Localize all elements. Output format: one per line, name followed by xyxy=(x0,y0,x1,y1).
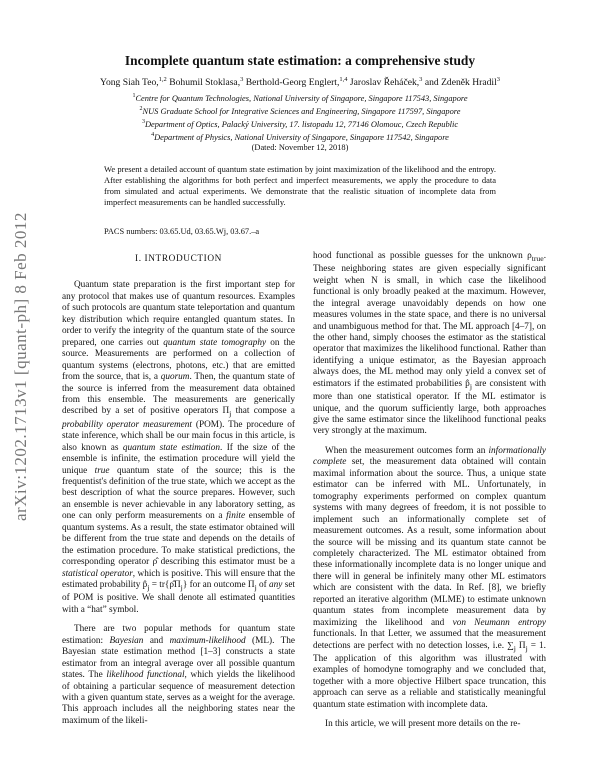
paragraph: There are two popular methods for quantum state estimation: Bayesian and maximum-likelihood (ML). The Bayesian state estimation method [1–3] constructs a state estimator from an integral average over all possible quantum states. The likelihood functional, which yields the likelihood of obtaining a particular sequence of measurement detection with a given quantum state, serves as a weight for the average. This approach includes all the neighboring states near the maximum of the likeli- xyxy=(62,624,296,726)
paragraph: In this article, we will present more details on the re- xyxy=(325,719,521,730)
author: Yong Siah Teo,$^{1,2}$ xyxy=(99,76,167,89)
date-line: (Dated: November 12, 2018) xyxy=(251,143,349,152)
paragraph: When the measurement outcomes form an informationally complete set, the measurement data obtained will contain maximal information about the source. Thus, a unique state estimator can be inferred with ML. Unfortunately, in tomography experiments performed on complex quantum systems with many degrees of freedom, it is not possible to implement such an informationally complete set of measurement outcomes. As a result, some information about the source will be missing and its quantum state cannot be completely characterized. The ML estimator obtained from these informationally incomplete data is no longer unique and there will in general be infinitely many other ML estimators which are consistent with the data. In Ref. [8], we briefly reported an iterative algorithm (MLME) to estimate unknown quantum states from incomplete measurement data by maximizing the likelihood and von Neumann entropy functionals. In that Letter, we assumed that the measurement detections are perfect with no detection losses, i.e. $\sum_j$ $\Pi_j = 1$. The application of this algorithm was illustrated with examples of homodyne tomography and we concluded that, together with a more objective Hilbert space truncation, this approach can serve as a reliable and statistically meaningful quantum state estimation with incomplete data. xyxy=(313,445,546,710)
arxiv-stamp: arXiv:1202.1713v1 [quant-ph] 8 Feb 2012 xyxy=(11,212,30,521)
left-column xyxy=(62,254,295,727)
abstract: We present a detailed account of quantum state estimation by joint maximization of the likelihood and the entropy. After establishing the algorithms for both perfect and imperfect measurements, we apply the procedure to data from simulated and actual experiments. We demonstrate that the realistic situation of incomplete data from imperfect measurements can be handled successfully. xyxy=(104,164,496,208)
affiliation: $^1$Centre for Quantum Technologies, National University of Singapore, Singapore 117543, Singapore xyxy=(132,93,468,103)
author: Jaroslav Řeháček,$^3$ xyxy=(349,76,423,89)
author: and Zdeněk Hradil$^3$ xyxy=(424,76,500,89)
pacs-numbers: PACS numbers: 03.65.Ud, 03.65.Wj, 03.67.–a xyxy=(104,227,260,236)
affiliation-list xyxy=(60,91,540,143)
affiliation: $^4$Department of Physics, National University of Singapore, Singapore 117542, Singapore xyxy=(151,132,449,143)
affiliation: $^2$NUS Graduate School for Integrative Sciences and Engineering, Singapore 117597, Singapore xyxy=(139,106,461,116)
paper-title: Incomplete quantum state estimation: a comprehensive study xyxy=(124,53,476,68)
author-list xyxy=(40,76,560,88)
affiliation: $^3$Department of Optics, Palacký University, 17. listopadu 12, 77146 Olomouc, Czech Republic xyxy=(141,119,459,129)
right-column xyxy=(313,251,546,731)
paragraph: hood functional as possible guesses for the unknown $\rho_{true}$. These neighboring states are given especially significant weight when N is small, in which case the likelihood functional is only broadly peaked at the maximum. However, the integral average unavoidably depends on how one measures volumes in the state space, and there is no universal and unambiguous method for that. The ML approach [4–7], on the other hand, simply chooses the estimator as the statistical operator that maximizes the likelihood functional. Rather than identifying a unique estimator, as the Bayesian approach always does, the ML method may only yield a convex set of estimators if the estimated probabilities $p̂_j$ are consistent with more than one statistical operator. If the ML estimator is unique, and the quorum sufficiently large, both approaches give the same estimator since the likelihood functional peaks very strongly at the maximum. xyxy=(313,251,546,437)
author: Berthold-Georg Englert,$^{1,4}$ xyxy=(245,76,348,89)
section-heading: I. INTRODUCTION xyxy=(135,254,222,264)
paragraph: Quantum state preparation is the first important step for any protocol that makes use of quantum resources. Examples of such protocols are quantum state teleportation and quantum key distribution which require entangled quantum states. In order to verify the integrity of the quantum state of the source prepared, one carries out quantum state tomography on the source. Measurements are performed on a collection of quantum systems (electrons, photons, etc.) that are emitted from the source, that is, a quorum. Then, the quantum state of the source is inferred from the measurement data obtained from this ensemble. The measurements are generically described by a set of positive operators $\Pi_j$ that compose a probability operator measurement (POM). The procedure of state inference, which shall be our main focus in this article, is also known as quantum state estimation. If the size of the ensemble is infinite, the estimation procedure will yield the unique true quantum state of the source; this is the frequentist's definition of the true state, which we accept as the best description of what the source prepares. However, such an ensemble is never achievable in any laboratory setting, as one can only perform measurements on a finite ensemble of quantum systems. As a result, the state estimator obtained will be different from the true state and depends on the details of the estimation procedure. To make statistical predictions, the corresponding operator ρ̂ describing this estimator must be a statistical operator, which is positive. This will ensure that the estimated probability $p̂_j$ = $tr\{\rhô\Pi_j\}$ for an outcome $\Pi_j$ of any set of POM is positive. We shall denote all estimated quantities with a “hat” symbol. xyxy=(62,280,296,615)
author: Bohumil Stoklasa,$^3$ xyxy=(169,76,244,89)
